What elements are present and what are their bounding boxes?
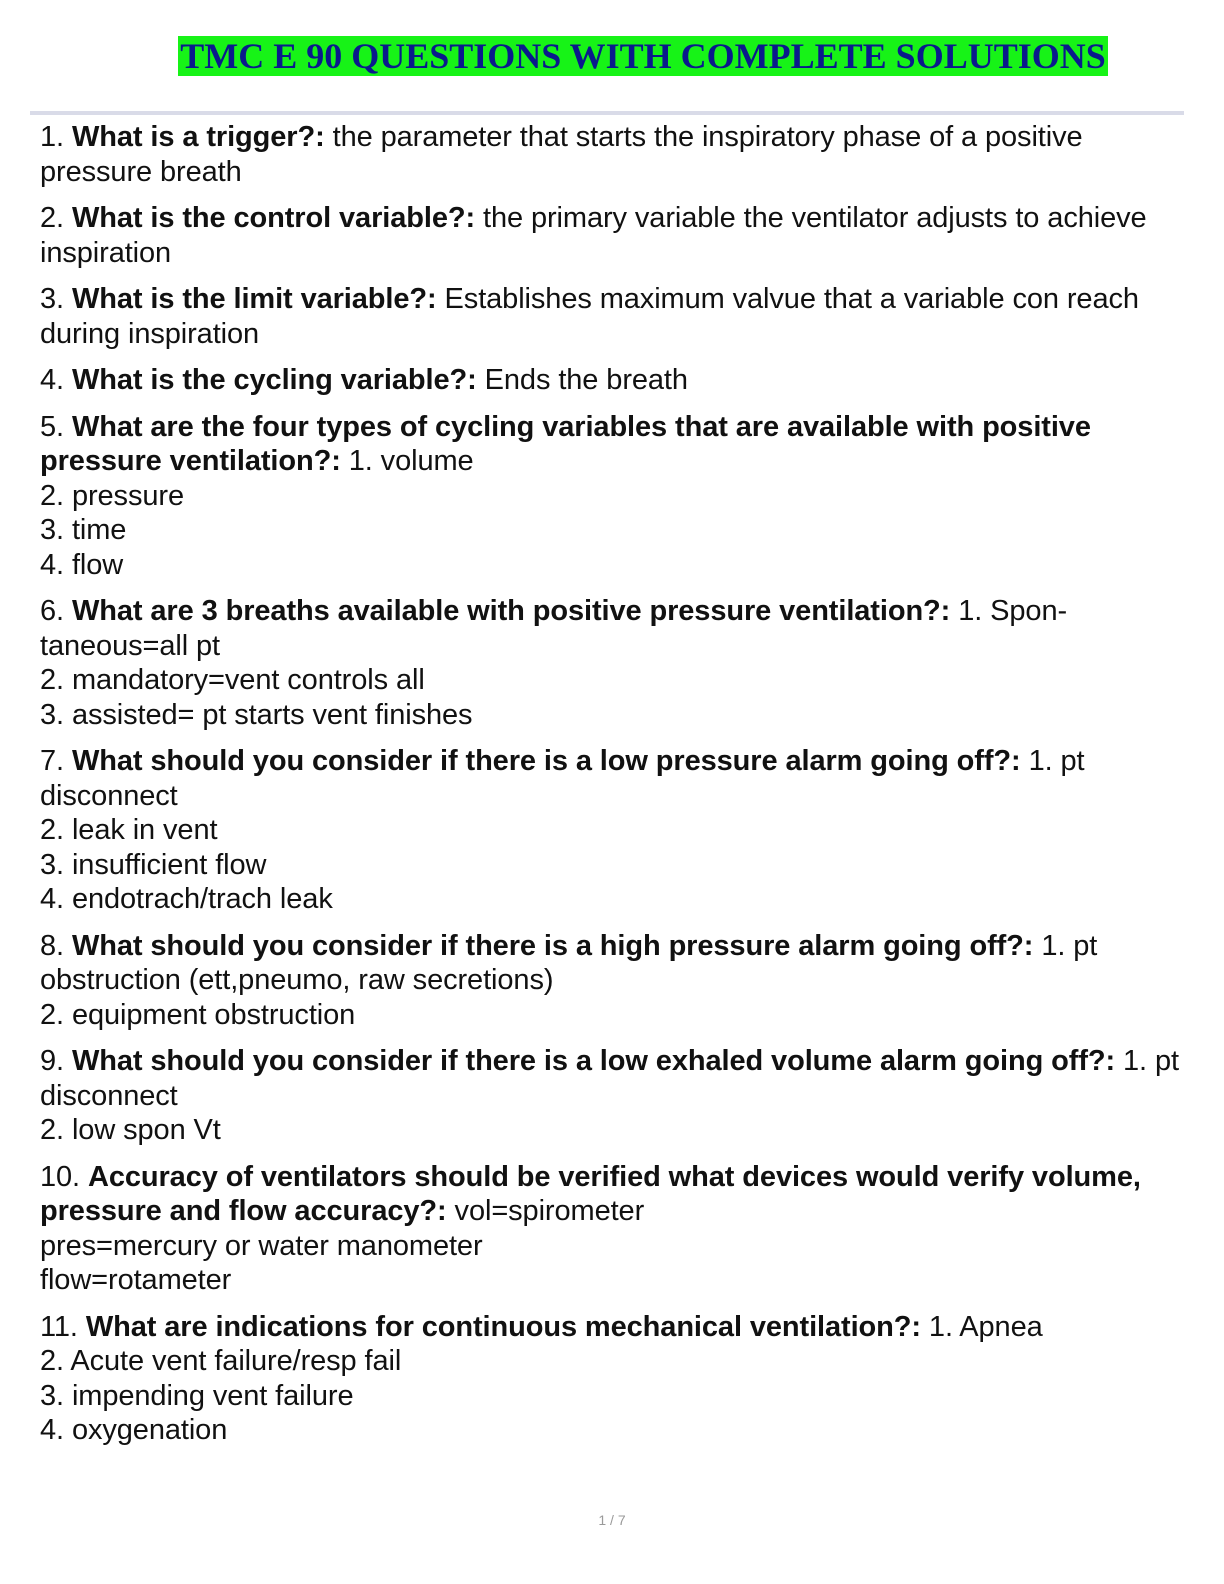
answer-line: 4. endotrach/trach leak xyxy=(40,883,333,915)
answer-line: 4. flow xyxy=(40,548,124,581)
answer-line: flow=rotameter xyxy=(40,1264,232,1296)
question-item xyxy=(40,1044,1180,1148)
answer-text: 1. pt obstruction (ett,pneumo, raw secretions) xyxy=(40,929,1098,996)
question-main-line xyxy=(40,201,1180,270)
question-item xyxy=(40,201,1180,270)
question-main-line xyxy=(40,744,1180,813)
question-item xyxy=(40,1160,1180,1298)
question-item xyxy=(40,363,1180,398)
answer-text: vol=spirometer xyxy=(454,1195,645,1227)
answer-text: 1. pt disconnect xyxy=(40,745,1085,812)
question-item xyxy=(40,929,1180,1033)
question-main-line xyxy=(40,1160,1180,1229)
document-title: TMC E 90 QUESTIONS WITH COMPLETE SOLUTIONS xyxy=(180,36,1106,76)
question-text: What are indications for continuous mechanical ventilation?: xyxy=(85,1310,921,1343)
question-main-line xyxy=(40,410,1180,479)
question-list xyxy=(40,120,1180,1460)
answer-line: 2. low spon Vt xyxy=(40,1114,221,1146)
answer-line: 3. impending vent failure xyxy=(40,1379,354,1412)
answer-line: 4. oxygenation xyxy=(40,1414,228,1446)
question-number: 3. xyxy=(40,283,64,315)
question-number: 5. xyxy=(40,410,64,443)
question-number: 8. xyxy=(40,929,64,962)
question-item xyxy=(40,1310,1180,1448)
question-main-line xyxy=(40,594,1180,663)
answer-text: 1. Spon- taneous=all pt xyxy=(40,595,1068,662)
answer-line: 3. insufficient flow xyxy=(40,848,267,881)
question-text: What are the four types of cycling variables that are available with positive pressure ventilation?: xyxy=(40,410,1091,477)
question-number: 2. xyxy=(40,202,64,234)
question-text: What is a trigger?: xyxy=(71,121,325,153)
question-number: 4. xyxy=(40,364,64,396)
answer-line: 3. assisted= pt starts vent finishes xyxy=(40,698,473,731)
answer-line: pres=mercury or water manometer xyxy=(40,1229,483,1262)
page-number: 1 / 7 xyxy=(598,1512,626,1528)
question-number: 9. xyxy=(40,1045,64,1077)
question-item xyxy=(40,410,1180,583)
answer-text: 1. pt disconnect xyxy=(40,1045,1179,1112)
question-text: What should you consider if there is a low exhaled volume alarm going off?: xyxy=(71,1045,1116,1077)
question-item xyxy=(40,594,1180,732)
question-main-line xyxy=(40,929,1180,998)
question-text: Accuracy of ventilators should be verified what devices would verify volume, pressure and flow accuracy?: xyxy=(40,1160,1141,1227)
answer-text: Ends the breath xyxy=(484,364,688,396)
question-text: What should you consider if there is a low pressure alarm going off?: xyxy=(71,745,1021,777)
question-main-line xyxy=(40,1044,1180,1113)
answer-line: 2. equipment obstruction xyxy=(40,998,356,1031)
question-main-line xyxy=(40,282,1180,351)
question-item xyxy=(40,120,1180,189)
question-text: What is the control variable?: xyxy=(71,202,476,234)
question-main-line xyxy=(40,1310,1180,1345)
question-item xyxy=(40,744,1180,917)
question-text: What is the limit variable?: xyxy=(71,283,437,315)
question-number: 1. xyxy=(40,121,64,153)
answer-line: 2. pressure xyxy=(40,479,184,512)
question-text: What is the cycling variable?: xyxy=(71,364,477,396)
answer-text: 1. volume xyxy=(348,445,474,477)
question-item xyxy=(40,282,1180,351)
answer-line: 2. Acute vent failure/resp fail xyxy=(40,1345,402,1377)
question-text: What are 3 breaths available with positive pressure ventilation?: xyxy=(71,595,951,627)
answer-line: 3. time xyxy=(40,514,127,546)
answer-text: 1. Apnea xyxy=(928,1310,1043,1343)
question-main-line xyxy=(40,363,1180,398)
answer-text: the primary variable the ventilator adjusts to achieve inspiration xyxy=(40,202,1147,269)
answer-line: 2. leak in vent xyxy=(40,814,218,846)
question-number: 7. xyxy=(40,745,64,777)
title-container xyxy=(0,36,1224,76)
title-divider xyxy=(30,111,1184,115)
question-main-line xyxy=(40,120,1180,189)
answer-line: 2. mandatory=vent controls all xyxy=(40,664,425,696)
answer-text: Establishes maximum valvue that a variable con reach during inspiration xyxy=(40,283,1139,350)
question-number: 11. xyxy=(40,1310,78,1343)
question-text: What should you consider if there is a high pressure alarm going off?: xyxy=(71,929,1034,962)
question-number: 6. xyxy=(40,595,64,627)
answer-text: the parameter that starts the inspiratory phase of a positive pressure breath xyxy=(40,121,1083,188)
question-number: 10. xyxy=(40,1160,81,1193)
